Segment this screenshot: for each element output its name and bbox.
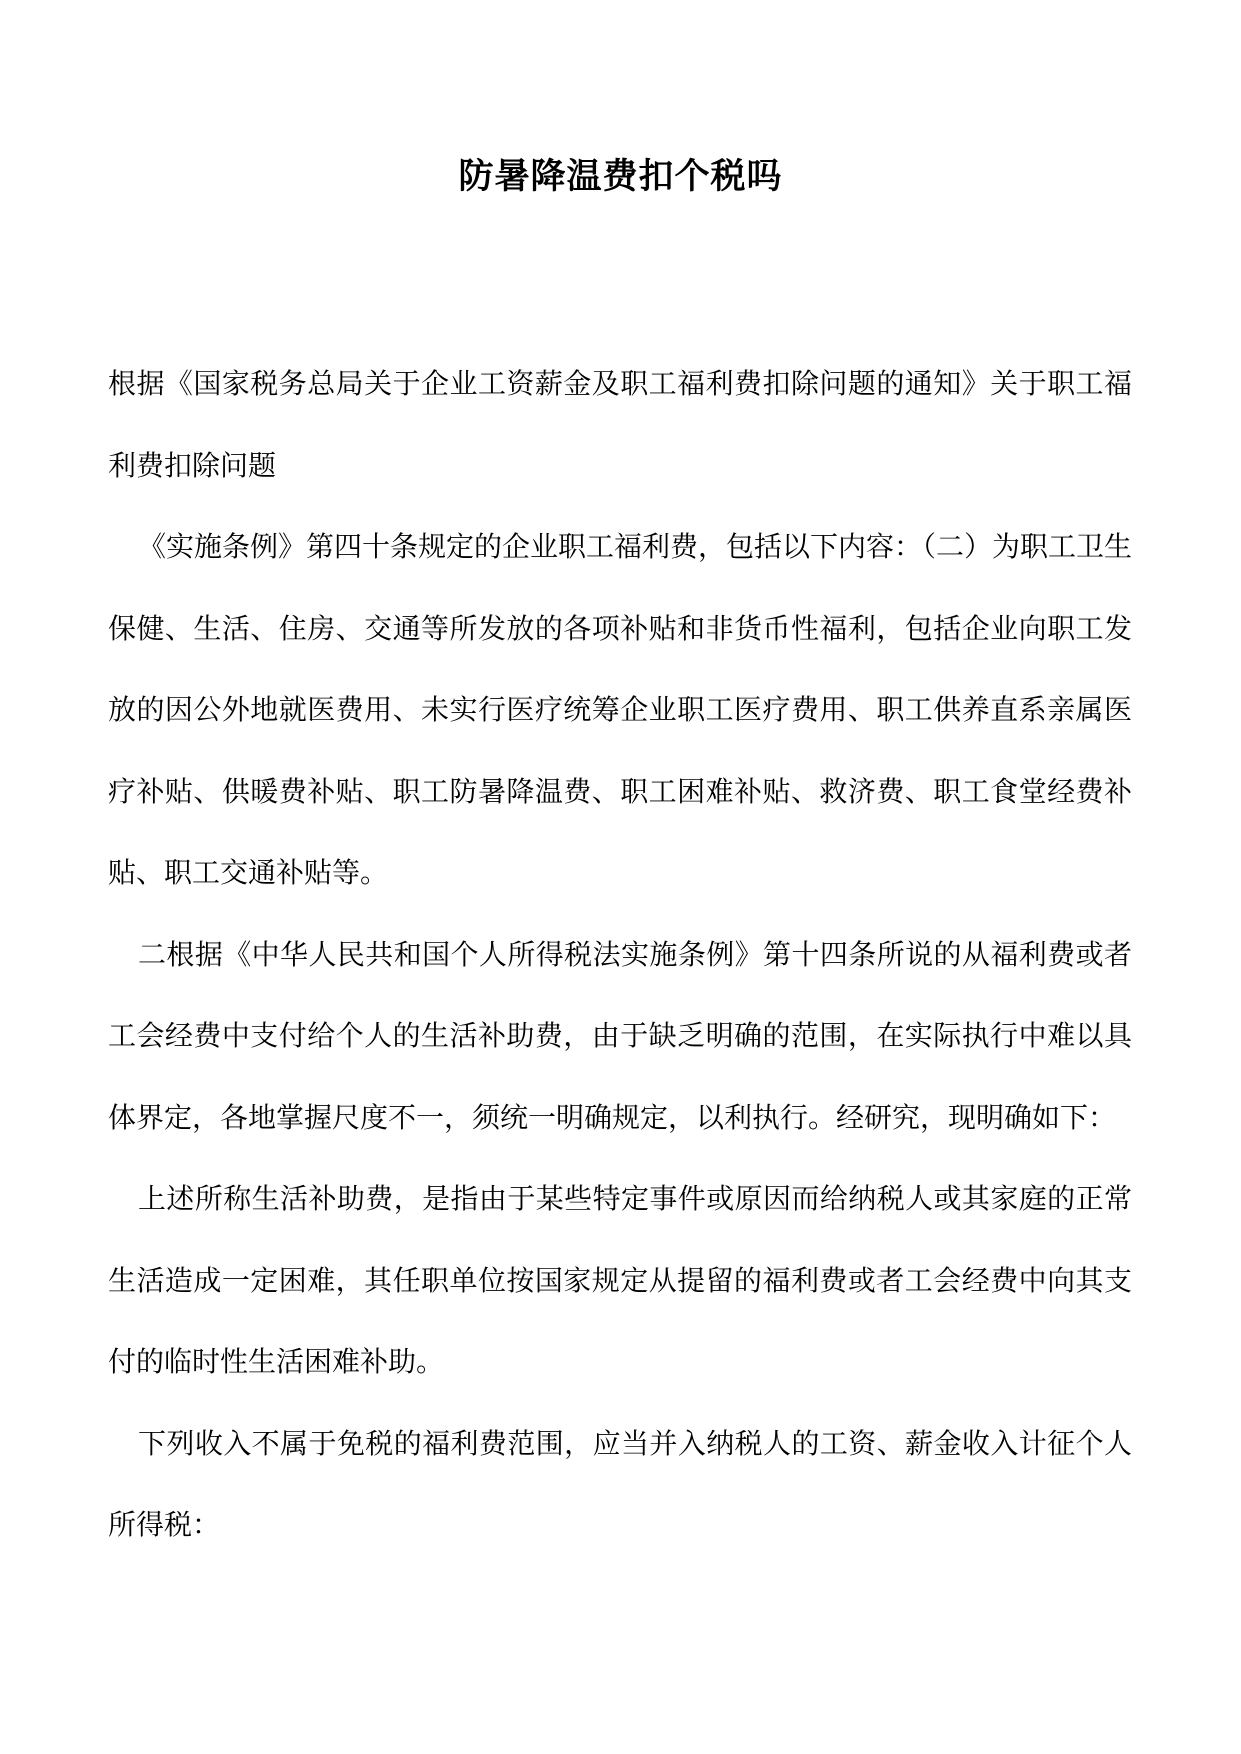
paragraph-5: 下列收入不属于免税的福利费范围，应当并入纳税人的工资、薪金收入计征个人所得税：: [108, 1426, 1132, 1541]
document-title: 防暑降温费扣个税吗: [458, 157, 783, 197]
paragraph-1: 根据《国家税务总局关于企业工资薪金及职工福利费扣除问题的通知》关于职工福利费扣除问题: [108, 367, 1132, 482]
paragraph-2: 《实施条例》第四十条规定的企业职工福利费，包括以下内容：（二）为职工卫生保健、生活、住房、交通等所发放的各项补贴和非货币性福利，包括企业向职工发放的因公外地就医费用、未实行医疗统筹企业职工医疗费用、职工供养直系亲属医疗补贴、供暖费补贴、职工防暑降温费、职工困难补贴、救济费、职工食堂经费补贴、职工交通补贴等。: [108, 530, 1133, 889]
paragraph-3: 二根据《中华人民共和国个人所得税法实施条例》第十四条所说的从福利费或者工会经费中支付给个人的生活补助费，由于缺乏明确的范围，在实际执行中难以具体界定，各地掌握尺度不一，须统一明确规定，以利执行。经研究，现明确如下：: [108, 937, 1132, 1134]
document-body: [108, 343, 1132, 1566]
paragraph-4: 上述所称生活补助费，是指由于某些特定事件或原因而给纳税人或其家庭的正常生活造成一定困难，其任职单位按国家规定从提留的福利费或者工会经费中向其支付的临时性生活困难补助。: [108, 1182, 1132, 1378]
